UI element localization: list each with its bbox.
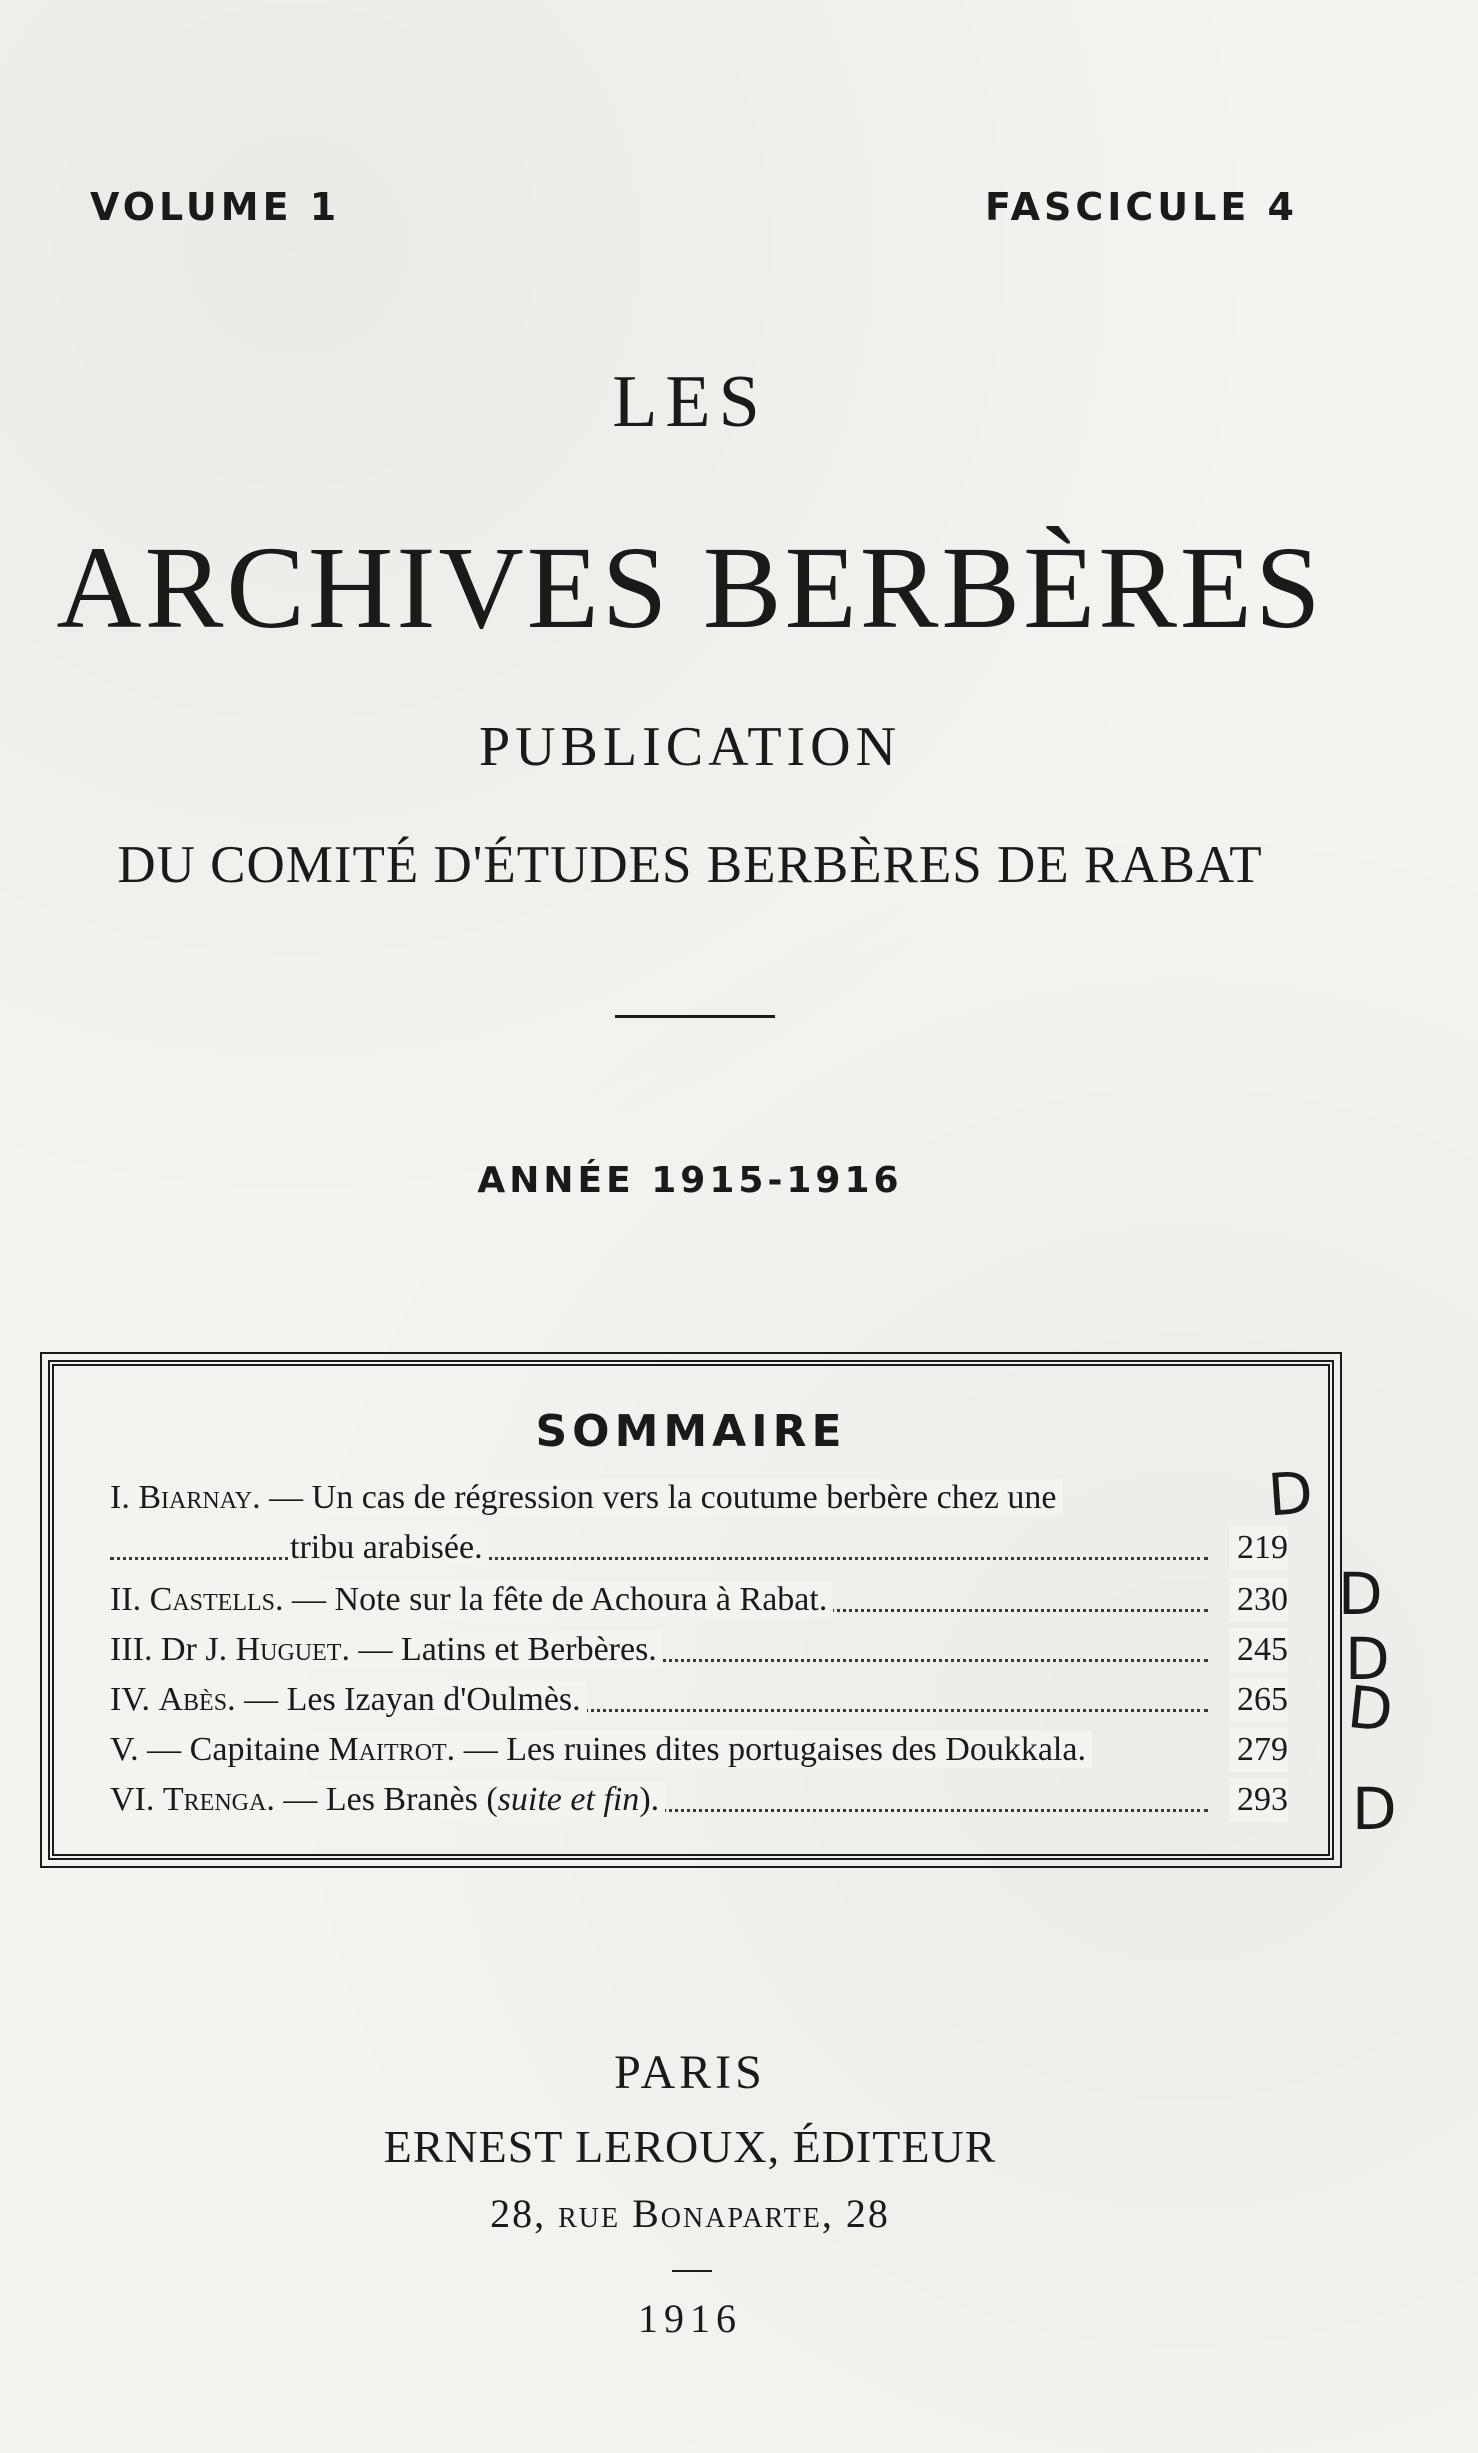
toc-entry-5: [110, 1728, 1288, 1772]
toc-entry-number: VI.: [110, 1781, 155, 1818]
toc-entry-title: — Les Izayan d'Oulmès.: [235, 1681, 581, 1718]
imprint-city: PARIS: [614, 2046, 766, 2099]
subtitle-committee: DU COMITÉ D'ÉTUDES BERBÈRES DE RABAT: [117, 836, 1263, 894]
toc-entry-number: II.: [110, 1581, 142, 1618]
toc-entry-page: 230: [1229, 1578, 1288, 1622]
handwritten-mark: D: [1344, 1672, 1397, 1746]
table-of-contents-box: [48, 1360, 1334, 1860]
toc-entry-title-end: ).: [639, 1781, 660, 1818]
imprint-year: 1916: [638, 2296, 742, 2341]
divider-rule: [615, 1015, 775, 1018]
toc-entry-page: 265: [1229, 1678, 1288, 1722]
toc-entry-page: 279: [1229, 1728, 1288, 1772]
toc-entry-1-cont: [110, 1526, 1288, 1570]
toc-entry-author: Biarnay.: [138, 1479, 261, 1516]
volume-label: VOLUME 1: [90, 185, 341, 229]
toc-entry-title: — Latins et Berbères.: [349, 1631, 657, 1668]
toc-title: SOMMAIRE: [535, 1406, 847, 1457]
toc-entry-number: V.: [110, 1731, 139, 1768]
toc-entry-title: — Note sur la fête de Achoura à Rabat.: [283, 1581, 828, 1618]
main-title: ARCHIVES BERBÈRES: [56, 522, 1324, 653]
handwritten-mark: D: [1352, 1775, 1397, 1843]
toc-entry-1: [110, 1476, 1288, 1520]
imprint-address: [0, 2190, 1380, 2237]
handwritten-mark: D: [1338, 1560, 1383, 1628]
toc-entry-title: — Les Branès (: [274, 1781, 498, 1818]
address-number: 28,: [490, 2191, 559, 2236]
year-range: ANNÉE 1915-1916: [477, 1160, 903, 1201]
toc-entry-title-italic: suite et fin: [497, 1781, 640, 1818]
toc-entry-title: — Un cas de régression vers la coutume berbère chez une: [260, 1479, 1057, 1516]
toc-entry-number: III.: [110, 1631, 153, 1668]
toc-entry-6: [110, 1778, 1288, 1822]
toc-entry-author: Trenga.: [162, 1781, 275, 1818]
address-number-end: , 28: [821, 2191, 890, 2236]
toc-entry-title-cont: tribu arabisée.: [290, 1529, 489, 1566]
dot-leader: [110, 1557, 1208, 1560]
handwritten-mark: D: [1345, 1625, 1390, 1693]
toc-entry-page: 293: [1229, 1778, 1288, 1822]
toc-entry-page: 245: [1229, 1628, 1288, 1672]
subtitle-publication: PUBLICATION: [478, 716, 902, 778]
title-les: LES: [612, 361, 768, 443]
toc-entry-title: — Les ruines dites portugaises des Doukkala.: [455, 1731, 1086, 1768]
fascicule-label: FASCICULE 4: [985, 185, 1298, 229]
toc-entry-3: [110, 1628, 1288, 1672]
toc-entry-author: Maitrot.: [328, 1731, 456, 1768]
address-street: rue Bonaparte: [558, 2191, 822, 2236]
handwritten-mark: D: [1265, 1458, 1315, 1530]
toc-entry-number: I.: [110, 1479, 130, 1516]
toc-entry-page: 219: [1229, 1526, 1288, 1570]
toc-entry-2: [110, 1578, 1288, 1622]
imprint-publisher: ERNEST LEROUX, ÉDITEUR: [383, 2121, 997, 2172]
toc-entry-number: IV.: [110, 1681, 150, 1718]
toc-entry-author-prefix: Dr J.: [160, 1631, 236, 1668]
toc-entry-4: [110, 1678, 1288, 1722]
toc-entry-author: Abès.: [158, 1681, 236, 1718]
toc-entry-author: Huguet.: [235, 1631, 350, 1668]
imprint-rule: [672, 2270, 712, 2272]
toc-entry-prefix: — Capitaine: [138, 1731, 329, 1768]
toc-entry-author: Castells.: [149, 1581, 284, 1618]
